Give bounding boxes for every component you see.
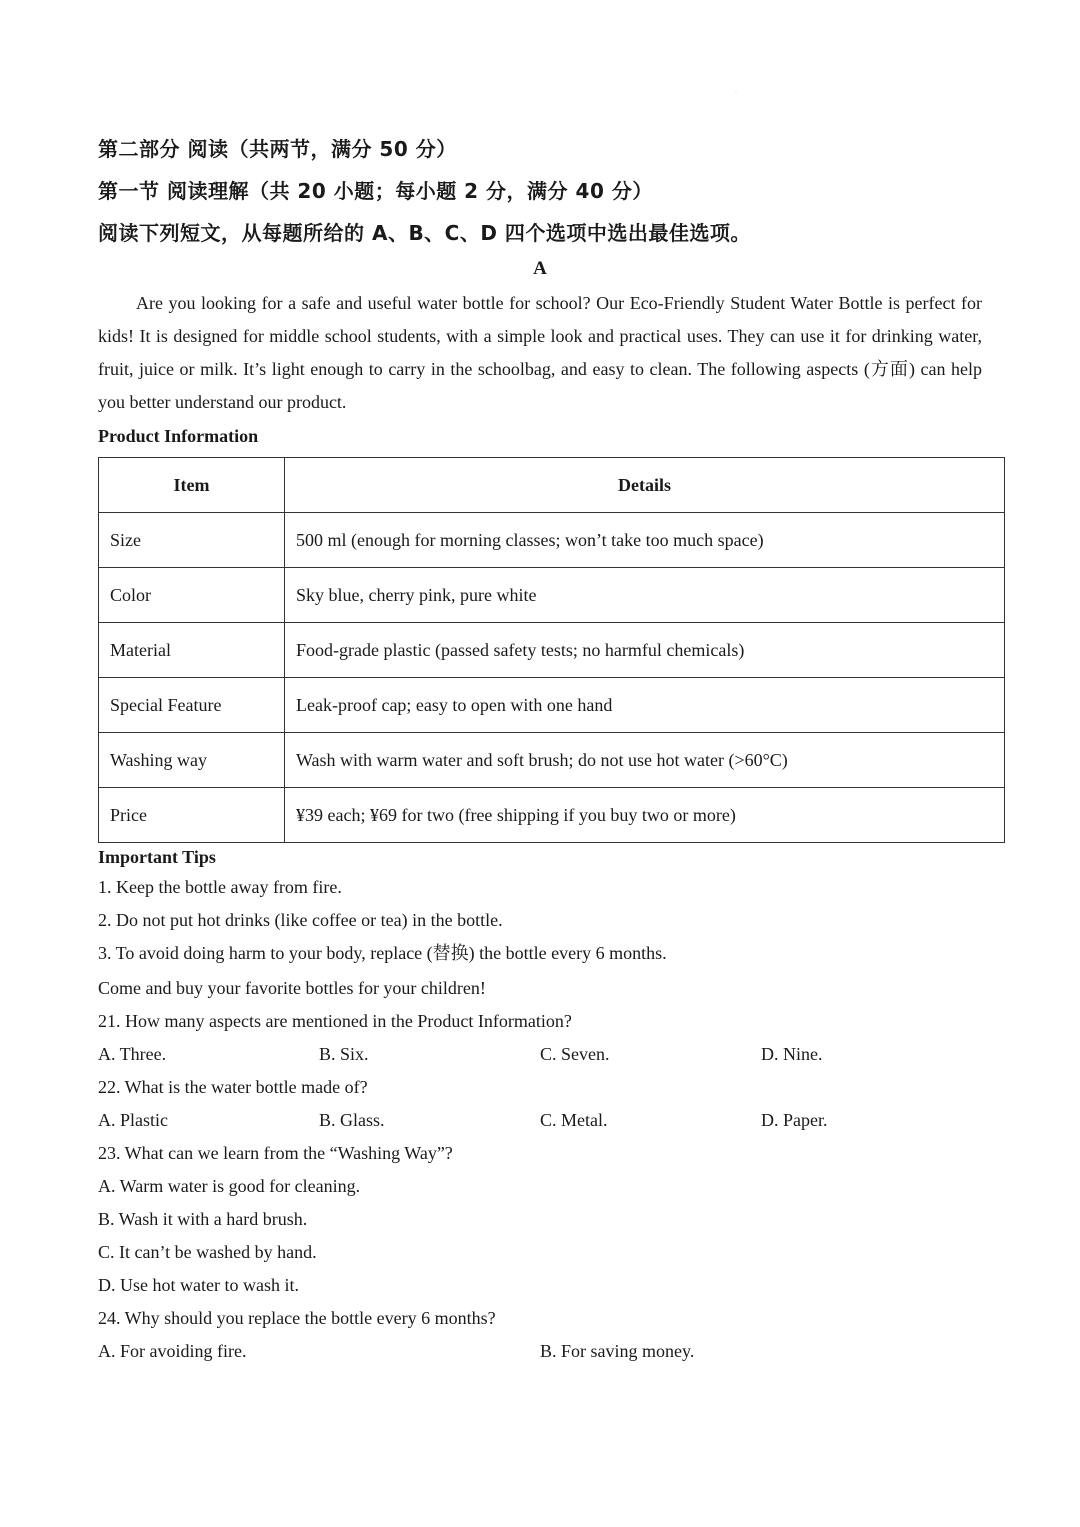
- option-b: B. Wash it with a hard brush.: [98, 1209, 308, 1229]
- table-cell-details: Wash with warm water and soft brush; do not use hot water (>60°C): [285, 733, 1005, 788]
- option-c: C. It can’t be washed by hand.: [98, 1242, 317, 1262]
- tips-title: Important Tips: [98, 847, 216, 867]
- table-cell-details: 500 ml (enough for morning classes; won’t take too much space): [285, 513, 1005, 568]
- product-info-title: Product Information: [98, 426, 259, 446]
- question-stem: 23. What can we learn from the “Washing Way”?: [98, 1143, 453, 1163]
- table-cell-item: Washing way: [99, 733, 285, 788]
- table-row: [99, 678, 1005, 733]
- passage-intro: Are you looking for a safe and useful water bottle for school? Our Eco-Friendly Student Water Bottle is perfect for kids! It is designed for middle school students, with a simple look and practical uses. They can use it for drinking water, fruit, juice or milk. It’s light enough to carry in the schoolbag, and easy to clean. The following aspects (方面) can help you better understand our product.: [98, 293, 982, 412]
- option-a: A. Three.: [98, 1044, 167, 1064]
- question-options: [98, 1104, 982, 1137]
- question-options: [98, 1335, 982, 1368]
- tip-item: 2. Do not put hot drinks (like coffee or tea) in the bottle.: [98, 910, 503, 930]
- table-row: [99, 623, 1005, 678]
- instruction: 阅读下列短文，从每题所给的 A、B、C、D 四个选项中选出最佳选项。: [98, 221, 751, 245]
- option-a: A. For avoiding fire.: [98, 1341, 247, 1361]
- table-cell-item: Material: [99, 623, 285, 678]
- tip-item: 3. To avoid doing harm to your body, replace (替换) the bottle every 6 months.: [98, 943, 667, 963]
- option-b: B. Six.: [319, 1044, 369, 1064]
- table-cell-item: Special Feature: [99, 678, 285, 733]
- question-stem: 24. Why should you replace the bottle every 6 months?: [98, 1308, 496, 1328]
- table-cell-item: Size: [99, 513, 285, 568]
- closing-line: Come and buy your favorite bottles for your children!: [98, 978, 486, 998]
- table-header-row: [99, 458, 1005, 513]
- option-c: C. Metal.: [540, 1110, 608, 1130]
- table-row: [99, 513, 1005, 568]
- option-d: D. Nine.: [761, 1044, 823, 1064]
- table-cell-details: Food-grade plastic (passed safety tests; no harmful chemicals): [285, 623, 1005, 678]
- table-row: [99, 788, 1005, 843]
- option-a: A. Warm water is good for cleaning.: [98, 1176, 361, 1196]
- question-options: [98, 1038, 982, 1071]
- table-row: [99, 733, 1005, 788]
- table-header-details: Details: [285, 458, 1005, 513]
- table-header-item: Item: [99, 458, 285, 513]
- option-a: A. Plastic: [98, 1110, 168, 1130]
- passage-letter: A: [533, 258, 547, 279]
- part-title: 第二部分 阅读（共两节，满分 50 分）: [98, 137, 457, 161]
- exam-page: [98, 128, 982, 1368]
- scan-speck: ·: [735, 90, 737, 96]
- question-stem: 21. How many aspects are mentioned in the Product Information?: [98, 1011, 572, 1031]
- table-row: [99, 568, 1005, 623]
- question-stem: 22. What is the water bottle made of?: [98, 1077, 368, 1097]
- table-cell-item: Price: [99, 788, 285, 843]
- table-cell-details: Sky blue, cherry pink, pure white: [285, 568, 1005, 623]
- table-cell-details: ¥39 each; ¥69 for two (free shipping if you buy two or more): [285, 788, 1005, 843]
- table-cell-details: Leak-proof cap; easy to open with one hand: [285, 678, 1005, 733]
- option-c: C. Seven.: [540, 1044, 610, 1064]
- option-d: D. Paper.: [761, 1110, 828, 1130]
- table-cell-item: Color: [99, 568, 285, 623]
- option-d: D. Use hot water to wash it.: [98, 1275, 299, 1295]
- option-b: B. For saving money.: [540, 1341, 695, 1361]
- section-title: 第一节 阅读理解（共 20 小题；每小题 2 分，满分 40 分）: [98, 179, 653, 203]
- product-info-table: [98, 457, 1005, 843]
- option-b: B. Glass.: [319, 1110, 385, 1130]
- tip-item: 1. Keep the bottle away from fire.: [98, 877, 342, 897]
